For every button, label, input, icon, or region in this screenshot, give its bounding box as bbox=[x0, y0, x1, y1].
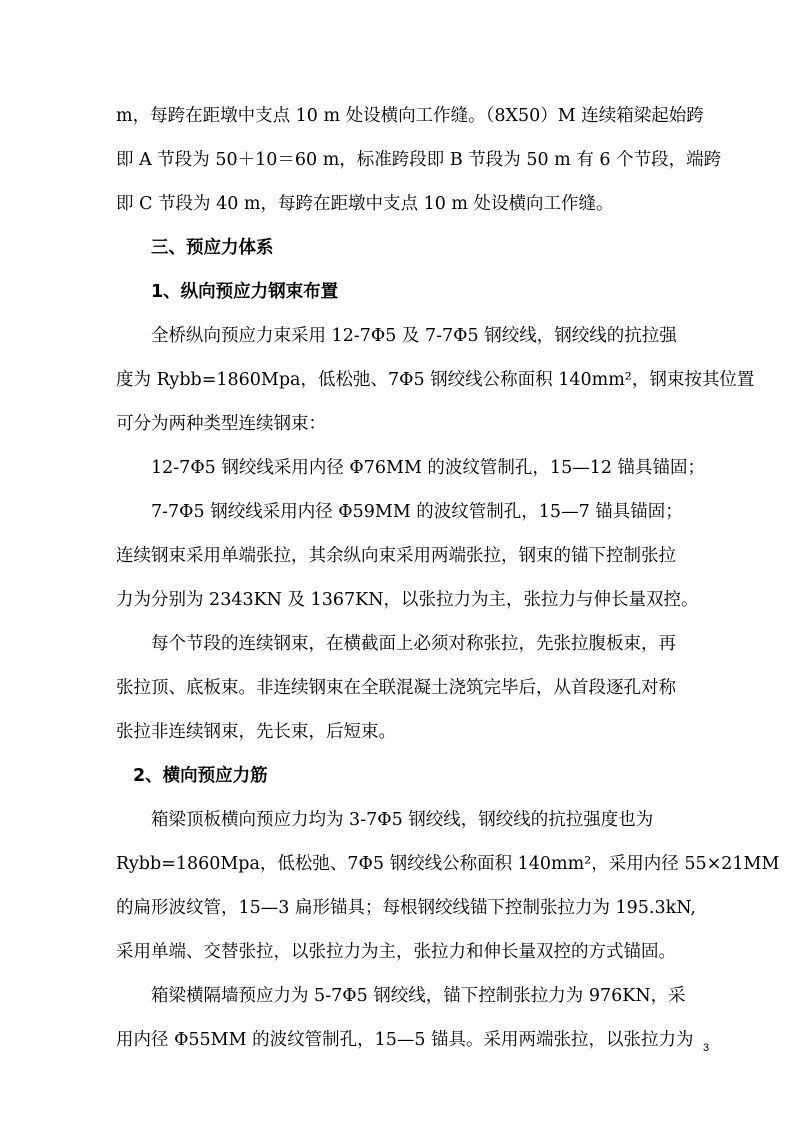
subheading-transverse-tendons: 2、横向预应力筋 bbox=[133, 766, 268, 786]
text-line-11: 连续钢束采用单端张拉，其余纵向束采用两端张拉，钢束的锚下控制张拉 bbox=[116, 546, 676, 566]
text-line-6: 全桥纵向预应力束采用 12-7Φ5 及 7-7Φ5 钢绞线，钢绞线的抗拉强 bbox=[151, 326, 677, 346]
text-line-8: 可分为两种类型连续钢束： bbox=[116, 414, 326, 434]
text-line-21: 箱梁横隔墙预应力为 5-7Φ5 钢绞线，锚下控制张拉力为 976KN，采 bbox=[151, 986, 686, 1006]
text-line-19: 的扁形波纹管，15—3 扁形锚具；每根钢绞线锚下控制张拉力为 195.3kN, bbox=[116, 898, 696, 918]
text-line-3: 即 C 节段为 40 m，每跨在距墩中支点 10 m 处设横向工作缝。 bbox=[116, 194, 614, 214]
subheading-longitudinal-tendons: 1、纵向预应力钢束布置 bbox=[151, 282, 339, 302]
text-line-17: 箱梁顶板横向预应力均为 3-7Φ5 钢绞线，钢绞线的抗拉强度也为 bbox=[151, 810, 654, 830]
text-line-13: 每个节段的连续钢束，在横截面上必须对称张拉，先张拉腹板束，再 bbox=[151, 634, 676, 654]
text-line-22: 用内径 Φ55MM 的波纹管制孔，15—5 锚具。采用两端张拉，以张拉力为 bbox=[116, 1030, 694, 1050]
text-line-12: 力为分别为 2343KN 及 1367KN，以张拉力为主，张拉力与伸长量双控。 bbox=[116, 590, 699, 610]
text-line-1: m，每跨在距墩中支点 10 m 处设横向工作缝。（8X50）M 连续箱梁起始跨 bbox=[116, 106, 704, 126]
text-line-14: 张拉顶、底板束。非连续钢束在全联混凝土浇筑完毕后，从首段逐孔对称 bbox=[116, 678, 676, 698]
text-line-7: 度为 Rybb=1860Mpa，低松弛、7Φ5 钢绞线公称面积 140mm²，钢束按其位置 bbox=[116, 370, 755, 390]
section-heading-prestress-system: 三、预应力体系 bbox=[151, 238, 274, 258]
text-line-20: 采用单端、交替张拉，以张拉力为主，张拉力和伸长量双控的方式锚固。 bbox=[116, 942, 676, 962]
text-line-2: 即 A 节段为 50＋10＝60 m，标准跨段即 B 节段为 50 m 有 6 个节段，端跨 bbox=[116, 150, 722, 170]
text-line-18: Rybb=1860Mpa，低松弛、7Φ5 钢绞线公称面积 140mm²，采用内径 55×21MM bbox=[116, 854, 780, 874]
text-line-15: 张拉非连续钢束，先长束，后短束。 bbox=[116, 722, 396, 742]
text-line-9: 12-7Φ5 钢绞线采用内径 Φ76MM 的波纹管制孔，15—12 锚具锚固； bbox=[151, 458, 706, 478]
text-line-10: 7-7Φ5 钢绞线采用内径 Φ59MM 的波纹管制孔，15—7 锚具锚固； bbox=[151, 502, 683, 522]
page-number: 3 bbox=[703, 1042, 710, 1054]
